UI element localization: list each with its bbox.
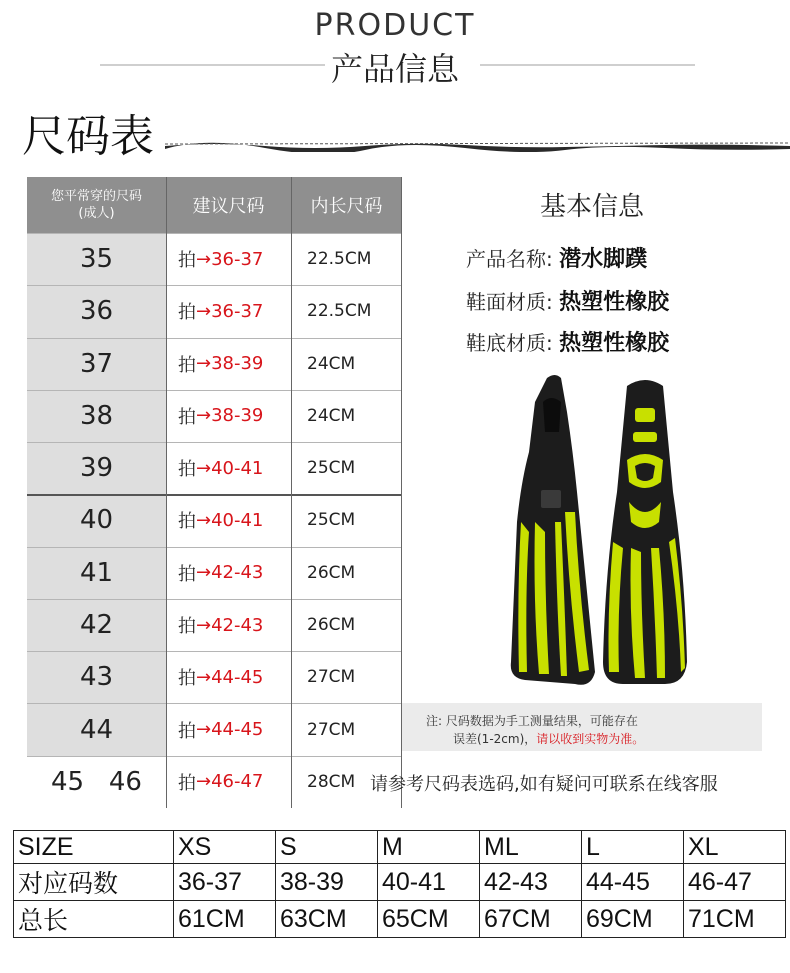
length-table-row [14,864,786,901]
col-divider [166,177,167,808]
info-upper-material [466,285,669,316]
size-usual: 43 [27,651,166,703]
header-inner-length: 内长尺码 [291,177,402,233]
right-fin [603,380,687,684]
rec-value: →38-39 [196,353,264,375]
rec-value: →44-45 [196,666,264,688]
rec-value: →46-47 [196,771,264,793]
size-usual: 37 [27,338,166,390]
size-length: 22.5CM [307,301,372,322]
rec-prefix: 拍 [178,616,196,638]
size-length: 28CM [307,771,356,792]
size-row [27,285,402,337]
length-table-cell: 44-45 [582,864,684,901]
rec-prefix: 拍 [178,511,196,533]
size-recommended [166,756,291,808]
note-line2-red: 请以收到实物为准。 [536,732,645,746]
col-divider [291,177,292,808]
contact-note: 请参考尺码表选码,如有疑问可联系在线客服 [370,774,718,795]
size-table-header [27,177,402,233]
length-table-cell: 69CM [582,901,684,938]
length-table-cell: 对应码数 [14,864,174,901]
info-value: 热塑性橡胶 [559,290,670,315]
size-row [27,390,402,442]
size-length: 25CM [307,458,356,479]
size-recommended [166,442,291,494]
length-table-body [14,831,786,938]
info-value: 潜水脚蹼 [559,247,648,272]
length-table-cell: 63CM [276,901,378,938]
rec-value: →42-43 [196,614,264,636]
size-usual: 39 [27,442,166,494]
size-usual: 41 [27,547,166,599]
size-recommended [166,599,291,651]
row-divider [27,285,402,286]
length-table-cell: 总长 [14,901,174,938]
header-usual-size [27,177,166,233]
info-label: 鞋底材质: [466,331,553,355]
length-table-cell: ML [480,831,582,864]
brush-divider [165,140,790,152]
rec-prefix: 拍 [178,250,196,272]
size-chart-title: 尺码表 [22,111,154,162]
length-table-cell: 65CM [378,901,480,938]
size-recommended [166,494,291,546]
size-length: 27CM [307,719,356,740]
size-usual: 36 [27,285,166,337]
header-recommended-size: 建议尺码 [166,177,291,233]
length-table-row [14,831,786,864]
note-line2 [453,730,644,747]
length-table-cell: 61CM [174,901,276,938]
row-divider [27,651,402,652]
size-row [27,442,402,494]
size-usual: 40 [27,494,166,546]
length-table-cell: XL [684,831,786,864]
size-row [27,547,402,599]
row-divider [27,756,402,757]
note-line2-prefix: 误差(1-2cm)， [453,732,537,746]
length-table-cell: L [582,831,684,864]
length-table-cell: 46-47 [684,864,786,901]
size-row [27,703,402,755]
info-sole-material [466,326,669,357]
size-recommended [166,233,291,285]
length-table-cell: 71CM [684,901,786,938]
size-recommended [166,547,291,599]
size-recommended [166,390,291,442]
info-label: 产品名称: [466,247,553,271]
rec-prefix: 拍 [178,668,196,690]
info-value: 热塑性橡胶 [559,331,670,356]
size-row [27,338,402,390]
header-title-en: PRODUCT [314,8,476,43]
length-table-cell: XS [174,831,276,864]
size-usual: 35 [27,233,166,285]
info-product-name [466,242,647,273]
size-length: 22.5CM [307,249,372,270]
rec-value: →44-45 [196,719,264,741]
length-table-cell: S [276,831,378,864]
rec-prefix: 拍 [178,459,196,481]
rec-value: →42-43 [196,562,264,584]
rec-prefix: 拍 [178,772,196,794]
size-length: 26CM [307,562,356,583]
rec-value: →40-41 [196,509,264,531]
size-recommended [166,703,291,755]
size-row [27,651,402,703]
row-divider [27,338,402,339]
rec-value: →40-41 [196,457,264,479]
rec-prefix: 拍 [178,354,196,376]
size-row [27,233,402,285]
left-fin [511,375,595,685]
size-length: 24CM [307,405,356,426]
length-table-cell: 38-39 [276,864,378,901]
row-divider [27,442,402,443]
row-divider [27,547,402,548]
rec-value: →38-39 [196,405,264,427]
size-recommended [166,285,291,337]
note-line1: 注: 尺码数据为手工测量结果，可能存在 [426,714,638,728]
size-row [27,494,402,546]
rec-value: →36-37 [196,300,264,322]
length-table-cell: M [378,831,480,864]
rec-prefix: 拍 [178,406,196,428]
size-usual: 45 46 [27,756,166,808]
size-length: 24CM [307,353,356,374]
row-divider [27,233,402,234]
rec-prefix: 拍 [178,563,196,585]
length-table-cell: SIZE [14,831,174,864]
length-table [13,830,786,938]
row-divider [27,599,402,600]
basic-info-title: 基本信息 [540,192,645,222]
header-title-cn: 产品信息 [330,50,459,88]
rec-prefix: 拍 [178,302,196,324]
size-length: 26CM [307,615,356,636]
size-length: 27CM [307,667,356,688]
row-divider [27,494,402,496]
size-recommended [166,651,291,703]
size-usual: 44 [27,703,166,755]
size-length: 25CM [307,510,356,531]
rec-prefix: 拍 [178,720,196,742]
length-table-row [14,901,786,938]
row-divider [27,390,402,391]
length-table-cell: 67CM [480,901,582,938]
length-table-cell: 36-37 [174,864,276,901]
size-row [27,599,402,651]
size-row [27,756,402,808]
row-divider [27,703,402,704]
diving-fins-image [495,372,705,692]
info-label: 鞋面材质: [466,290,553,314]
length-table-cell: 40-41 [378,864,480,901]
size-recommended [166,338,291,390]
length-table-cell: 42-43 [480,864,582,901]
size-usual: 42 [27,599,166,651]
header-usual-size-text: 您平常穿的尺码 (成人) [50,189,142,221]
size-usual: 38 [27,390,166,442]
rec-value: →36-37 [196,248,264,270]
